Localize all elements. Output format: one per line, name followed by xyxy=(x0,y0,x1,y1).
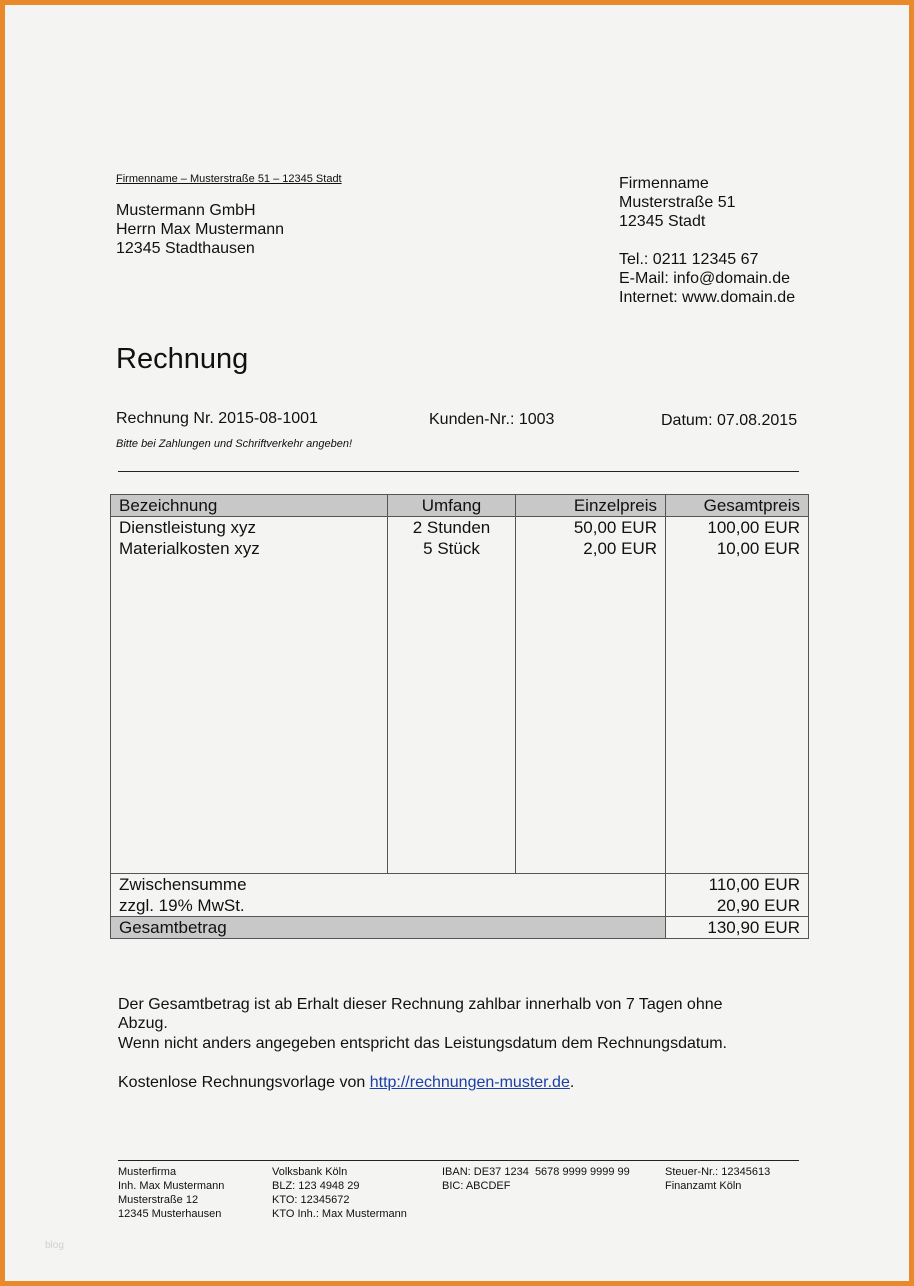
template-note-suffix: . xyxy=(569,1074,575,1091)
tax-label: zzgl. 19% MwSt. xyxy=(111,895,666,917)
footer-iban xyxy=(442,1165,630,1193)
recipient-address xyxy=(116,201,284,258)
invoice-number: Rechnung Nr. 2015-08-1001 xyxy=(116,410,318,427)
template-note-text: Kostenlose Rechnungsvorlage von xyxy=(118,1074,370,1091)
invoice-date: Datum: 07.08.2015 xyxy=(661,412,798,429)
recipient-company: Mustermann GmbH xyxy=(116,202,256,219)
footer-city: 12345 Musterhausen xyxy=(118,1208,222,1220)
invoice-items-table xyxy=(110,494,809,939)
item-quantity: 5 Stück xyxy=(388,538,516,559)
table-header-row xyxy=(111,495,809,517)
template-link[interactable]: http://rechnungen-muster.de xyxy=(369,1074,570,1091)
footer-tax xyxy=(665,1165,770,1193)
column-header-total-price: Gesamtpreis xyxy=(666,495,809,517)
sender-line: Firmenname – Musterstraße 51 – 12345 Stadt xyxy=(116,173,342,185)
footer-tax-office: Finanzamt Köln xyxy=(665,1180,742,1192)
document-title: Rechnung xyxy=(116,343,249,375)
item-total-price: 100,00 EUR xyxy=(666,517,809,539)
item-total-price: 10,00 EUR xyxy=(666,538,809,559)
table-empty-space xyxy=(111,559,809,874)
total-label: Gesamtbetrag xyxy=(111,917,666,939)
subtotal-row xyxy=(111,874,809,896)
footer-tax-number: Steuer-Nr.: 12345613 xyxy=(665,1166,771,1178)
subtotal-value: 110,00 EUR xyxy=(666,874,809,896)
footer-bic: BIC: ABCDEF xyxy=(442,1180,511,1192)
footer-company xyxy=(118,1165,224,1221)
footer-iban-value: IBAN: DE37 1234 5678 9999 9999 99 xyxy=(442,1166,630,1178)
watermark: blog xyxy=(45,1240,64,1251)
footer-owner: Inh. Max Mustermann xyxy=(118,1180,225,1192)
tax-row xyxy=(111,895,809,917)
item-unit-price: 2,00 EUR xyxy=(516,538,666,559)
column-header-unit-price: Einzelpreis xyxy=(516,495,666,517)
footer-bank xyxy=(272,1165,407,1221)
service-date-note: Wenn nicht anders angegeben entspricht das Leistungsdatum dem Rechnungsdatum. xyxy=(118,1035,727,1052)
footer-divider xyxy=(118,1160,799,1161)
recipient-city: 12345 Stadthausen xyxy=(116,240,255,257)
company-street: Musterstraße 51 xyxy=(619,194,736,211)
company-block xyxy=(619,174,795,307)
column-header-quantity: Umfang xyxy=(388,495,516,517)
customer-number: Kunden-Nr.: 1003 xyxy=(429,411,555,428)
company-phone: Tel.: 0211 12345 67 xyxy=(619,251,759,268)
reference-hint: Bitte bei Zahlungen und Schriftverkehr angeben! xyxy=(116,438,353,450)
column-header-description: Bezeichnung xyxy=(111,495,388,517)
footer-bank-name: Volksbank Köln xyxy=(272,1166,348,1178)
payment-terms: Der Gesamtbetrag ist ab Erhalt dieser Rechnung zahlbar innerhalb von 7 Tagen ohne Abzug. xyxy=(118,996,723,1032)
template-note xyxy=(118,1073,768,1092)
subtotal-label: Zwischensumme xyxy=(111,874,666,896)
recipient-person: Herrn Max Mustermann xyxy=(116,221,285,238)
company-city: 12345 Stadt xyxy=(619,213,706,230)
header-divider xyxy=(118,471,799,472)
footer-blz: BLZ: 123 4948 29 xyxy=(272,1180,360,1192)
footer-company-name: Musterfirma xyxy=(118,1166,177,1178)
footer-account-holder: KTO Inh.: Max Mustermann xyxy=(272,1208,407,1220)
item-unit-price: 50,00 EUR xyxy=(516,517,666,539)
table-row xyxy=(111,517,809,539)
company-email: E-Mail: info@domain.de xyxy=(619,270,790,287)
item-description: Dienstleistung xyz xyxy=(111,517,388,539)
item-description: Materialkosten xyz xyxy=(111,538,388,559)
tax-value: 20,90 EUR xyxy=(666,895,809,917)
company-internet: Internet: www.domain.de xyxy=(619,289,796,306)
company-name: Firmenname xyxy=(619,175,709,192)
table-row xyxy=(111,538,809,559)
total-value: 130,90 EUR xyxy=(666,917,809,939)
item-quantity: 2 Stunden xyxy=(388,517,516,539)
footer-account: KTO: 12345672 xyxy=(272,1194,350,1206)
footer-street: Musterstraße 12 xyxy=(118,1194,199,1206)
total-row xyxy=(111,917,809,939)
